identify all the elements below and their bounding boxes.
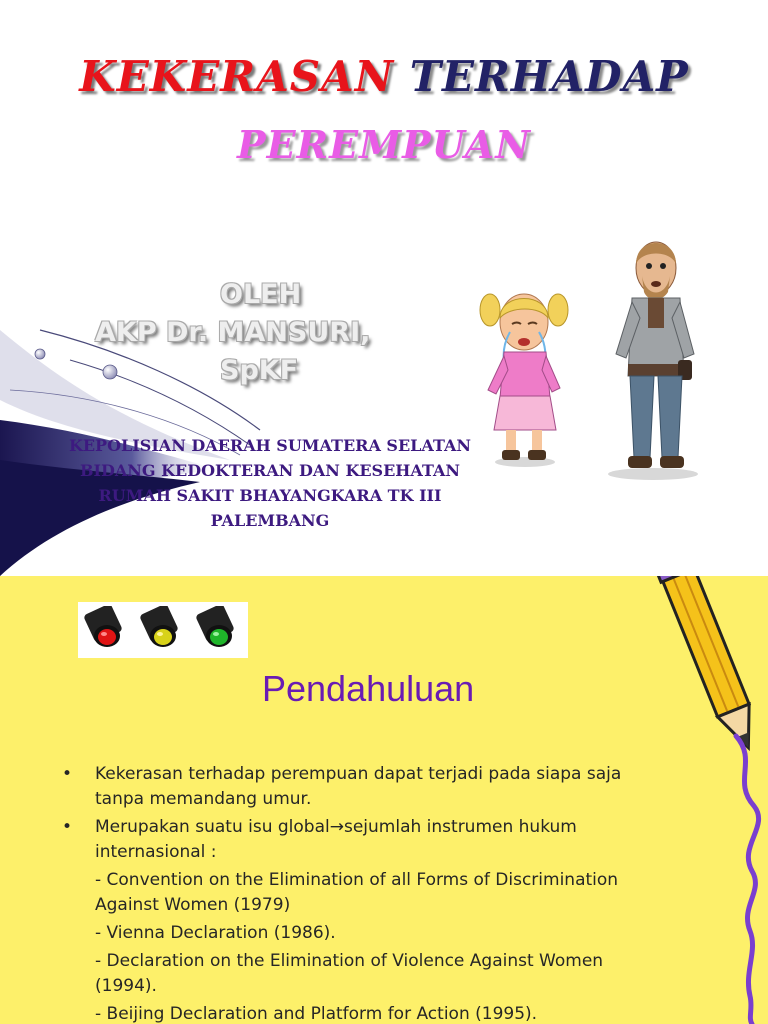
title-word-terhadap: TERHADAP [409, 52, 689, 101]
bullet-text: Merupakan suatu isu global→sejumlah instrumen hukum internasional : [95, 817, 577, 862]
slide-title-line1 [0, 52, 768, 101]
man-illustration [598, 236, 713, 481]
slide-content [62, 762, 662, 1024]
institution-block [30, 433, 510, 533]
sub-list-item: - Vienna Declaration (1986). [95, 923, 336, 943]
list-item [62, 815, 662, 865]
title-word-kekerasan: KEKERASAN [79, 52, 395, 101]
traffic-lights [78, 602, 248, 658]
list-item [62, 762, 662, 812]
author-line-title: SpKF [220, 355, 299, 386]
sub-list-item: - Convention on the Elimination of all Forms of Discrimination Against Women (1979) [95, 870, 619, 915]
author-block [95, 276, 475, 390]
institution-line: RUMAH SAKIT BHAYANGKARA TK III [98, 486, 442, 505]
author-line-name: AKP Dr. MANSURI, [95, 317, 371, 348]
sub-list-item: - Declaration on the Elimination of Violence Against Women (1994). [95, 951, 604, 996]
yellow-light-icon [138, 606, 188, 654]
bullet-text: Kekerasan terhadap perempuan dapat terjadi pada siapa saja tanpa memandang umur. [95, 764, 622, 809]
bullet-marker: • [62, 764, 73, 784]
green-light-icon [194, 606, 244, 654]
institution-line: KEPOLISIAN DAERAH SUMATERA SELATAN [68, 436, 472, 455]
institution-line: PALEMBANG [210, 511, 330, 530]
sub-list-item: - Beijing Declaration and Platform for Action (1995). [95, 1004, 538, 1024]
content-slide [0, 576, 768, 1024]
section-title: Pendahuluan [262, 668, 475, 709]
pencil-illustration [640, 576, 768, 1024]
author-line-oleh: OLEH [220, 279, 302, 310]
sub-list [62, 868, 662, 1024]
crying-girl-illustration [470, 280, 580, 470]
red-light-icon [82, 606, 132, 654]
slide-title-line2: PEREMPUAN [237, 122, 531, 167]
bullet-marker: • [62, 817, 73, 837]
institution-line: BIDANG KEDOKTERAN DAN KESEHATAN [79, 461, 461, 480]
